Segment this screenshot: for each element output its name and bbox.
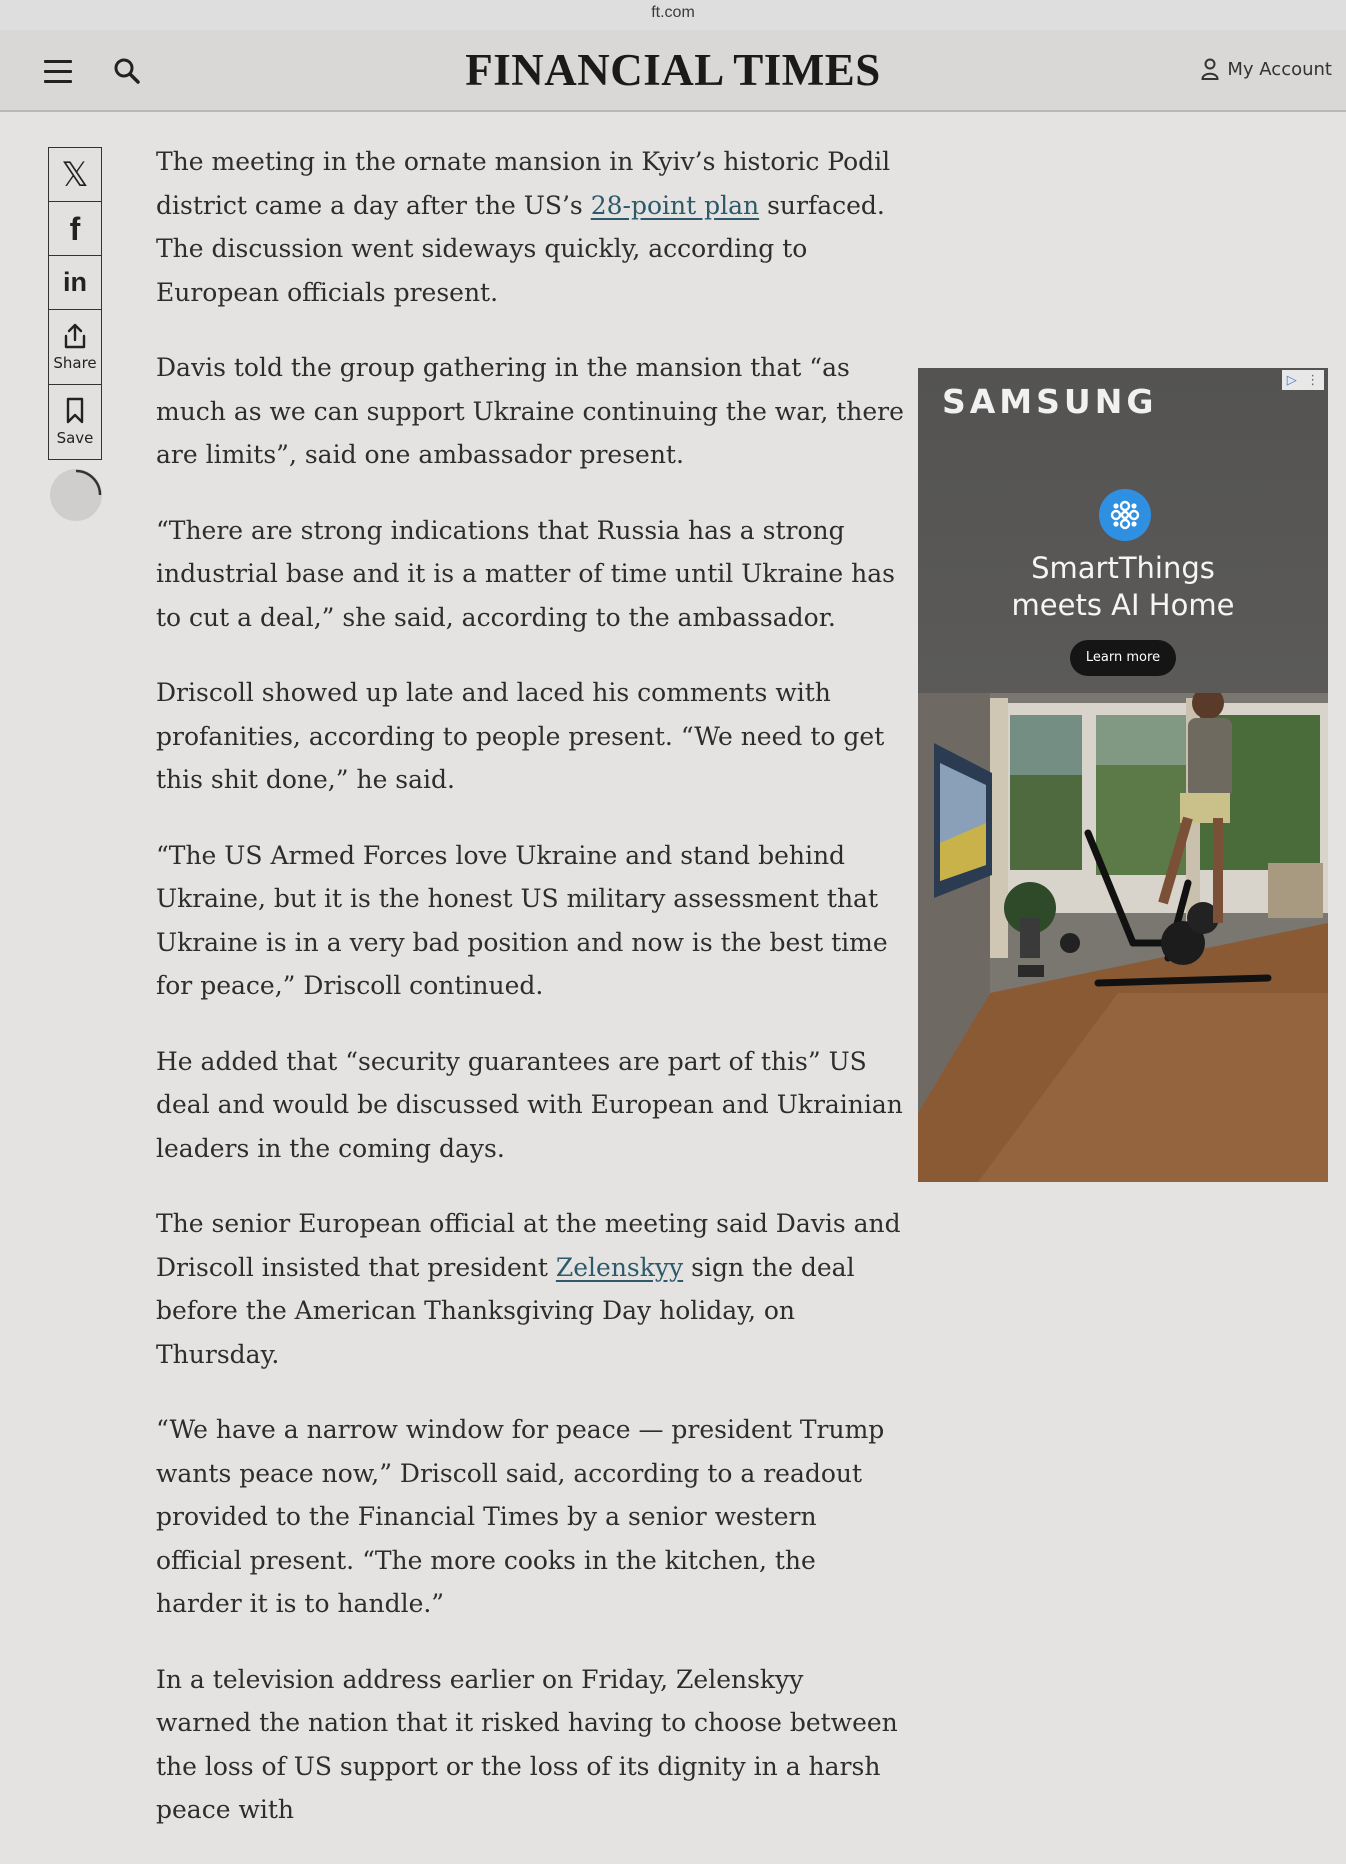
share-linkedin-button[interactable] <box>49 256 101 310</box>
ad-headline-line2: meets AI Home <box>1011 588 1235 622</box>
paragraph-text: surfaced. The discussion went sideways quickly, according to European officials present. <box>156 190 885 307</box>
article-paragraph: He added that “security guarantees are part of this” US deal and would be discussed with European and Ukrainian leaders in the coming days. <box>156 1046 903 1163</box>
url-text: ft.com <box>651 4 695 21</box>
learn-more-button[interactable]: Learn more <box>1070 640 1176 676</box>
paragraph-text: sign the deal before the American Thanksgiving Day holiday, on Thursday. <box>156 1252 855 1369</box>
article-paragraph: Davis told the group gathering in the mansion that “as much as we can support Ukraine continuing the war, there are limits”, said one ambassador present. <box>156 353 904 469</box>
loading-spinner-icon <box>48 467 104 523</box>
user-icon <box>1201 58 1219 80</box>
save-button[interactable] <box>49 385 101 459</box>
ad-headline <box>918 550 1328 624</box>
smartthings-icon <box>1099 489 1151 541</box>
share-label: Share <box>53 354 97 372</box>
site-header <box>0 30 1346 112</box>
article-paragraph: Driscoll showed up late and laced his comments with profanities, according to people present. “We need to get this shit done,” he said. <box>156 678 885 794</box>
linkedin-icon: in <box>63 267 87 297</box>
samsung-ad[interactable] <box>918 368 1328 1182</box>
browser-url-bar[interactable] <box>0 0 1346 30</box>
ad-brand-logo: SAMSUNG <box>942 382 1158 421</box>
article-body <box>156 140 904 1864</box>
article-paragraph: “There are strong indications that Russia has a strong industrial base and it is a matter of time until Ukraine has to cut a deal,” she said, according to the ambassador. <box>156 515 895 632</box>
share-x-button[interactable] <box>49 148 101 202</box>
save-label: Save <box>56 429 94 447</box>
article-paragraph <box>156 140 904 314</box>
search-icon[interactable] <box>112 56 142 86</box>
ad-headline-line1: SmartThings <box>1031 551 1215 585</box>
my-account-label: My Account <box>1227 58 1332 80</box>
x-icon: 𝕏 <box>61 154 89 195</box>
share-rail <box>48 147 102 460</box>
bookmark-icon <box>65 397 85 425</box>
article-paragraph: In a television address earlier on Friday, Zelenskyy warned the nation that it risked having to choose between the loss of US support or the loss of its dignity in a harsh peace with <box>156 1664 898 1824</box>
my-account-link[interactable] <box>1201 58 1332 80</box>
share-facebook-button[interactable] <box>49 202 101 256</box>
ad-scene-image <box>918 693 1328 1182</box>
article-paragraph: “We have a narrow window for peace — president Trump wants peace now,” Driscoll said, according to a readout provided to the Financial Times by a senior western official present. “The more cooks in the kitchen, the harder it is to handle.” <box>156 1415 885 1618</box>
article-paragraph <box>156 1202 904 1376</box>
share-button[interactable] <box>49 310 101 385</box>
paragraph-text: The senior European official at the meeting said Davis and Driscoll insisted that president <box>156 1209 901 1282</box>
28-point-plan-link[interactable]: 28-point plan <box>590 190 760 220</box>
article-paragraph: “The US Armed Forces love Ukraine and stand behind Ukraine, but it is the honest US military assessment that Ukraine is in a very bad position and now is the best time for peace,” Driscoll continued. <box>156 840 888 1000</box>
menu-icon[interactable] <box>44 60 72 84</box>
ad-choices-icon[interactable]: ▷ ⋮ <box>1282 370 1324 390</box>
share-icon <box>62 322 88 350</box>
paragraph-text: The meeting in the ornate mansion in Kyiv’s historic Podil district came a day after the US’s <box>156 147 891 220</box>
site-logo[interactable]: FINANCIAL TIMES <box>465 45 881 95</box>
facebook-icon: f <box>69 210 81 247</box>
zelenskyy-link[interactable]: Zelenskyy <box>555 1252 684 1282</box>
